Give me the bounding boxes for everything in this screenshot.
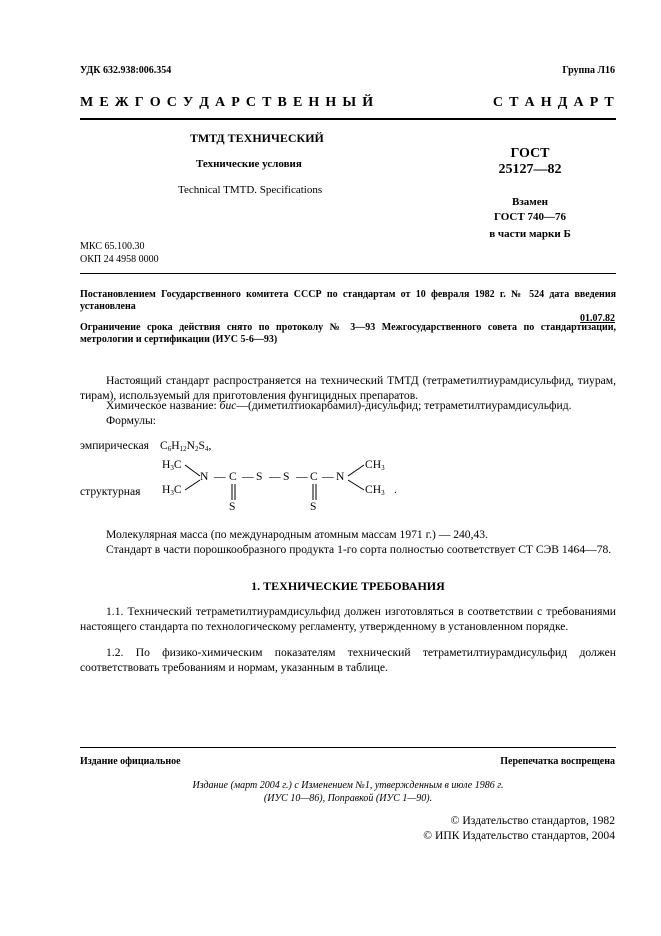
- section-heading: 1. ТЕХНИЧЕСКИЕ ТРЕБОВАНИЯ: [251, 579, 445, 593]
- methyl-top-left: $H_3C$: [162, 458, 182, 472]
- title-rule: [80, 273, 616, 274]
- mks-code: МКС 65.100.30: [80, 241, 145, 252]
- doc-english-title: Technical TMTD. Specifications: [178, 184, 323, 196]
- sulfur-double-left: S: [229, 500, 236, 513]
- copyright-1982: © Издательство стандартов, 1982: [450, 814, 615, 827]
- conformity-paragraph: Стандарт в части порошкообразного продукта 1-го сорта полностью соответствует СТ СЭВ 1464—78.: [106, 543, 612, 556]
- header-rule: [80, 118, 616, 120]
- bond-1: —: [214, 470, 226, 483]
- carbon-right: C: [310, 470, 318, 483]
- replaces-label: Взамен: [512, 196, 548, 208]
- gost-number: 25127—82: [498, 162, 562, 177]
- reprint-prohibited: Перепечатка воспрещена: [500, 756, 615, 767]
- sulfur-2: S: [283, 470, 290, 483]
- bond-4: —: [296, 470, 308, 483]
- empirical-formula: $C_6H_{12}N_2S_4$,: [160, 439, 212, 453]
- clause-1-1: 1.1. Технический тетраметилтиурамдисульфид должен изготовляться в соответствии с требованиями настоящего стандарта по технологическому регламенту, утвержденному в установленном порядке.: [80, 605, 616, 633]
- structural-formula: [158, 452, 418, 522]
- sulfur-double-right: S: [310, 500, 317, 513]
- limit-removed-note: Ограничение срока действия снято по протоколу № 3—93 Межгосударственного совета по стандартизации, метрологии и сертификации (ИУС 5-6—93): [80, 322, 616, 345]
- methyl-bottom-right: $CH_3$: [365, 483, 385, 497]
- doc-title: ТМТД ТЕХНИЧЕСКИЙ: [190, 131, 324, 145]
- introduction-date: 01.07.82: [580, 313, 615, 324]
- udk-code: УДК 632.938:006.354: [80, 65, 172, 76]
- banner-right: С Т А Н Д А Р Т: [492, 95, 615, 110]
- methyl-top-right: $CH_3$: [365, 458, 385, 472]
- banner-left: М Е Ж Г О С У Д А Р С Т В Е Н Н Ы Й: [80, 95, 375, 110]
- edition-note-line1: Издание (март 2004 г.) с Изменением №1, утвержденным в июле 1986 г.: [192, 780, 504, 791]
- group-code: Группа Л16: [562, 65, 615, 76]
- footer-rule: [80, 747, 616, 748]
- bond-3: —: [269, 470, 281, 483]
- gost-label: ГОСТ: [510, 146, 550, 161]
- methyl-bottom-left: $H_3C$: [162, 483, 182, 497]
- nitrogen-left: N: [200, 470, 209, 483]
- copyright-2004: © ИПК Издательство стандартов, 2004: [423, 829, 615, 842]
- official-edition: Издание официальное: [80, 756, 181, 767]
- nitrogen-right: N: [336, 470, 345, 483]
- okp-code: ОКП 24 4958 0000: [80, 254, 159, 265]
- replaces-note: в части марки Б: [489, 228, 571, 240]
- sulfur-1: S: [256, 470, 263, 483]
- doc-subtitle: Технические условия: [196, 158, 302, 170]
- scope-paragraph: Настоящий стандарт распространяется на технический ТМТД (тетраметилтиурамдисульфид, тиурам, тирам), используемый для приготовления фунгицидных препаратов.: [80, 374, 616, 402]
- clause-1-2: 1.2. По физико-химическим показателям технический тетраметилтиурамдисульфид должен соответствовать требованиям и нормам, указанным в таблице.: [80, 646, 616, 674]
- carbon-left: C: [229, 470, 237, 483]
- formula-period: .: [394, 483, 397, 496]
- bond-5: —: [322, 470, 334, 483]
- empirical-label: эмпирическая: [80, 439, 149, 452]
- bond-2: —: [242, 470, 254, 483]
- chemical-name: Химическое название: бис—(диметилтиокарбамил)-дисульфид; тетраметилтиурамдисульфид.: [106, 399, 572, 412]
- formulas-label: Формулы:: [106, 414, 156, 427]
- decree-text: Постановлением Государственного комитета СССР по стандартам от 10 февраля 1982 г. № 524 дата введения установлена: [80, 289, 616, 312]
- structural-label: структурная: [80, 485, 141, 498]
- molecular-mass: Молекулярная масса (по международным атомным массам 1971 г.) — 240,43.: [106, 528, 488, 541]
- replaces-value: ГОСТ 740—76: [494, 211, 566, 223]
- edition-note-line2: (ИУС 10—86), Поправкой (ИУС 1—90).: [263, 793, 433, 804]
- bond-lines: [158, 452, 418, 522]
